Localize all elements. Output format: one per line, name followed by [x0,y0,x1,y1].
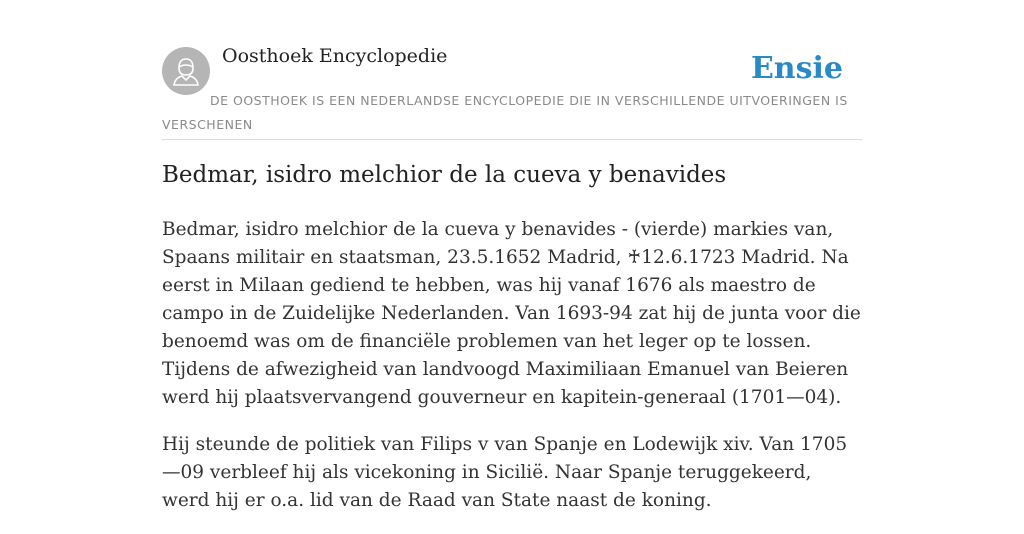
user-avatar-icon[interactable] [162,47,210,95]
brand-logo[interactable]: Ensie [750,51,843,86]
article-title: Bedmar, isidro melchior de la cueva y benavides [162,162,727,188]
article-paragraph: Hij steunde de politiek van Filips v van Spanje en Lodewijk xiv. Van 1705—09 verbleef hij als vicekoning in Sicilië. Naar Spanje teruggekeerd, werd hij er o.a. lid van de Raad van State naast de koning. [162,434,848,511]
site-name[interactable]: Oosthoek Encyclopedie [222,45,448,67]
site-header [162,0,862,140]
site-tagline: DE OOSTHOEK IS EEN NEDERLANDSE ENCYCLOPEDIE DIE IN VERSCHILLENDE UITVOERINGEN IS VERSCHENEN [162,93,848,132]
page-container [162,0,862,511]
article-paragraph: Bedmar, isidro melchior de la cueva y benavides - (vierde) markies van, Spaans militair en staatsman, 23.5.1652 Madrid, ♰12.6.1723 Madrid. Na eerst in Milaan gediend te hebben, was hij vanaf 1676 als maestro de campo in de Zuidelijke Nederlanden. Van 1693-94 zat hij de junta voor die benoemd was om de financiële problemen van het leger op te lossen. Tijdens de afwezigheid van landvoogd Maximiliaan Emanuel van Beieren werd hij plaatsvervangend gouverneur en kapitein-generaal (1701—04). [162,219,861,408]
article-body [162,216,862,534]
